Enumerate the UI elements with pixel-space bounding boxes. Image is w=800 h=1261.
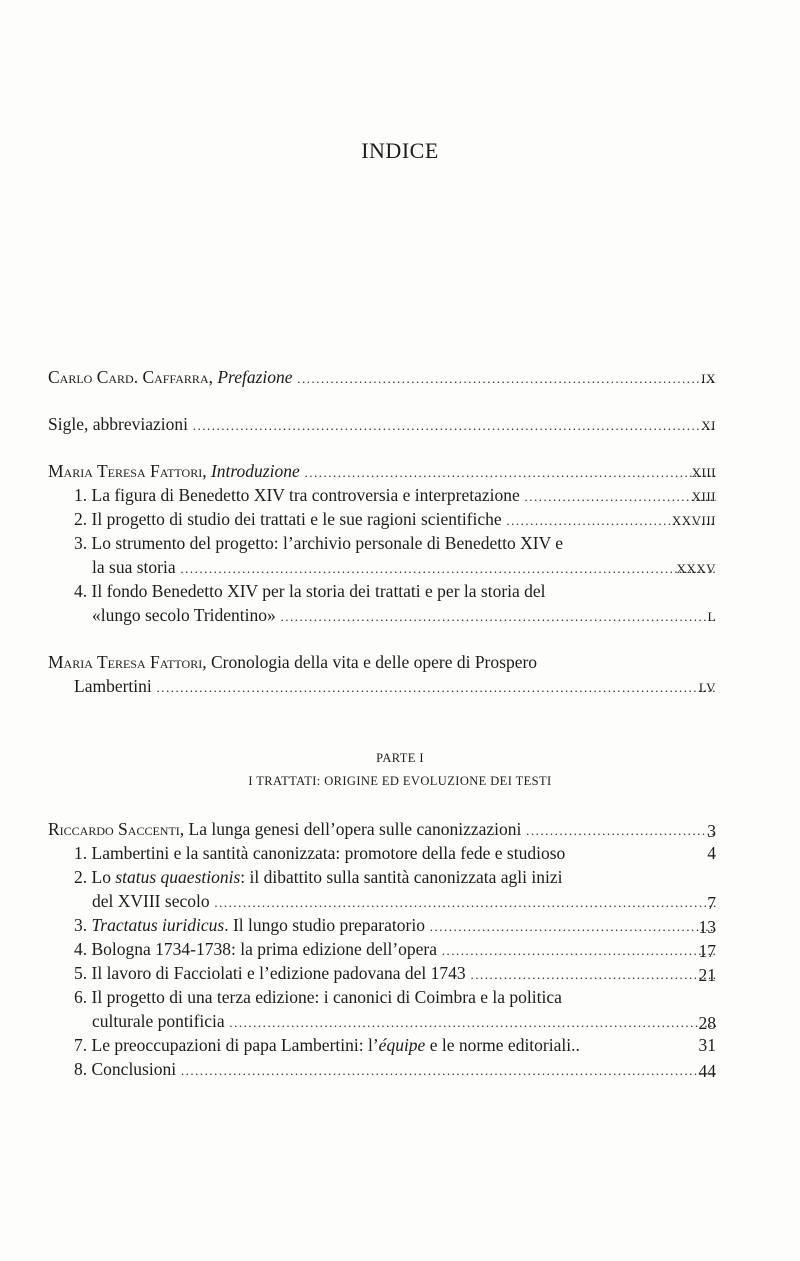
entry-separator: , [208,367,218,387]
entry-title-continued: «lungo secolo Tridentino» [92,605,276,625]
item-number: 2. [74,509,88,529]
page-number: 28 [698,1013,716,1033]
toc-entry-sigle[interactable] [48,412,716,438]
page-number: XXVIII [671,513,716,528]
toc-entry-cronologia[interactable] [48,650,716,700]
toc-subentry[interactable] [74,865,716,915]
page-number: XI [701,418,716,433]
toc-subentry[interactable] [74,1033,716,1057]
entry-author: Riccardo Saccenti [48,819,180,839]
item-number: 7. [74,1035,88,1055]
entry-title: , Cronologia della vita e delle opere di Prospero [202,652,538,672]
toc-subentry[interactable] [74,1057,716,1083]
toc-subentry[interactable] [74,579,716,629]
toc-subentry[interactable] [74,913,716,939]
entry-title-continued: la sua storia [92,557,176,577]
page-number: XXXV [676,561,716,576]
entry-title: , La lunga genesi dell’opera sulle canonizzazioni [179,819,522,839]
entry-title: . Il lungo studio preparatorio [224,915,425,935]
entry-title: Lo strumento del progetto: l’archivio personale di Benedetto XIV e [91,533,564,553]
entry-title-italic: équipe [378,1035,426,1055]
item-number: 1. [74,485,88,505]
page-number: LV [698,680,716,695]
entry-title: Il progetto di una terza edizione: i canonici di Coimbra e la politica [91,987,562,1007]
entry-title: Bologna 1734-1738: la prima edizione dell’opera [91,939,438,959]
entry-title: Conclusioni [91,1059,177,1079]
page-number: 7 [707,893,716,913]
page-number: 21 [698,965,716,985]
item-number: 2. [74,867,88,887]
toc-subentry[interactable] [74,507,716,533]
entry-title: Prefazione [217,367,293,387]
page-number: 4 [707,843,716,863]
entry-author: Carlo Card. Caffarra [48,367,209,387]
entry-title-prefix: Le preoccupazioni di papa Lambertini: l’ [91,1035,379,1055]
page-title: INDICE [361,138,439,163]
entry-title-prefix: Lo [91,867,116,887]
item-number: 8. [74,1059,88,1079]
page-number: L [707,609,716,624]
entry-title: Introduzione [210,461,300,481]
page-number: XIII [691,465,716,480]
entry-author: Maria Teresa Fattori [48,461,203,481]
item-number: 1. [74,843,88,863]
entry-title: : il dibattito sulla santità canonizzata agli inizi [240,867,563,887]
entry-title: Il progetto di studio dei trattati e le sue ragioni scientifiche [91,509,502,529]
toc-subentry[interactable] [74,937,716,963]
page-number: 44 [698,1061,716,1081]
entry-title-continued: del XVIII secolo [92,891,210,911]
toc-subentry[interactable] [74,531,716,581]
page-number: IX [701,371,716,386]
page-number: XIII [691,489,716,504]
entry-separator: , [202,461,211,481]
item-number: 4. [74,581,88,601]
item-number: 5. [74,963,88,983]
toc-entry-introduzione[interactable] [48,459,716,485]
entry-title-italic: Tractatus iuridicus [91,915,225,935]
entry-author: Maria Teresa Fattori [48,652,203,672]
page-number: 17 [698,941,716,961]
toc-subentry[interactable] [74,985,716,1035]
entry-title: Il fondo Benedetto XIV per la storia dei trattati e per la storia del [91,581,546,601]
toc-entry-saccenti[interactable] [48,817,716,843]
toc-entry-prefazione[interactable] [48,365,716,391]
page-number: 13 [698,917,716,937]
entry-title: Sigle, abbreviazioni [48,414,188,434]
entry-title-continued: Lambertini [74,676,152,696]
part-label: PARTE I [376,751,424,765]
item-number: 6. [74,987,88,1007]
entry-title: e le norme editoriali.. [425,1035,580,1055]
toc-subentry[interactable] [74,841,716,865]
entry-title: La figura di Benedetto XIV tra controversia e interpretazione [91,485,520,505]
item-number: 3. [74,533,88,553]
page-number: 31 [698,1035,716,1055]
toc-subentry[interactable] [74,961,716,987]
entry-title-continued: culturale pontificia [92,1011,225,1031]
page-number: 3 [707,821,716,841]
entry-title: Lambertini e la santità canonizzata: promotore della fede e studioso [91,843,566,863]
part-title: I TRATTATI: ORIGINE ED EVOLUZIONE DEI TESTI [248,774,552,788]
entry-title: Il lavoro di Facciolati e l’edizione padovana del 1743 [91,963,466,983]
item-number: 4. [74,939,88,959]
toc-subentry[interactable] [74,483,716,509]
item-number: 3. [74,915,88,935]
entry-title-italic: status quaestionis [115,867,241,887]
